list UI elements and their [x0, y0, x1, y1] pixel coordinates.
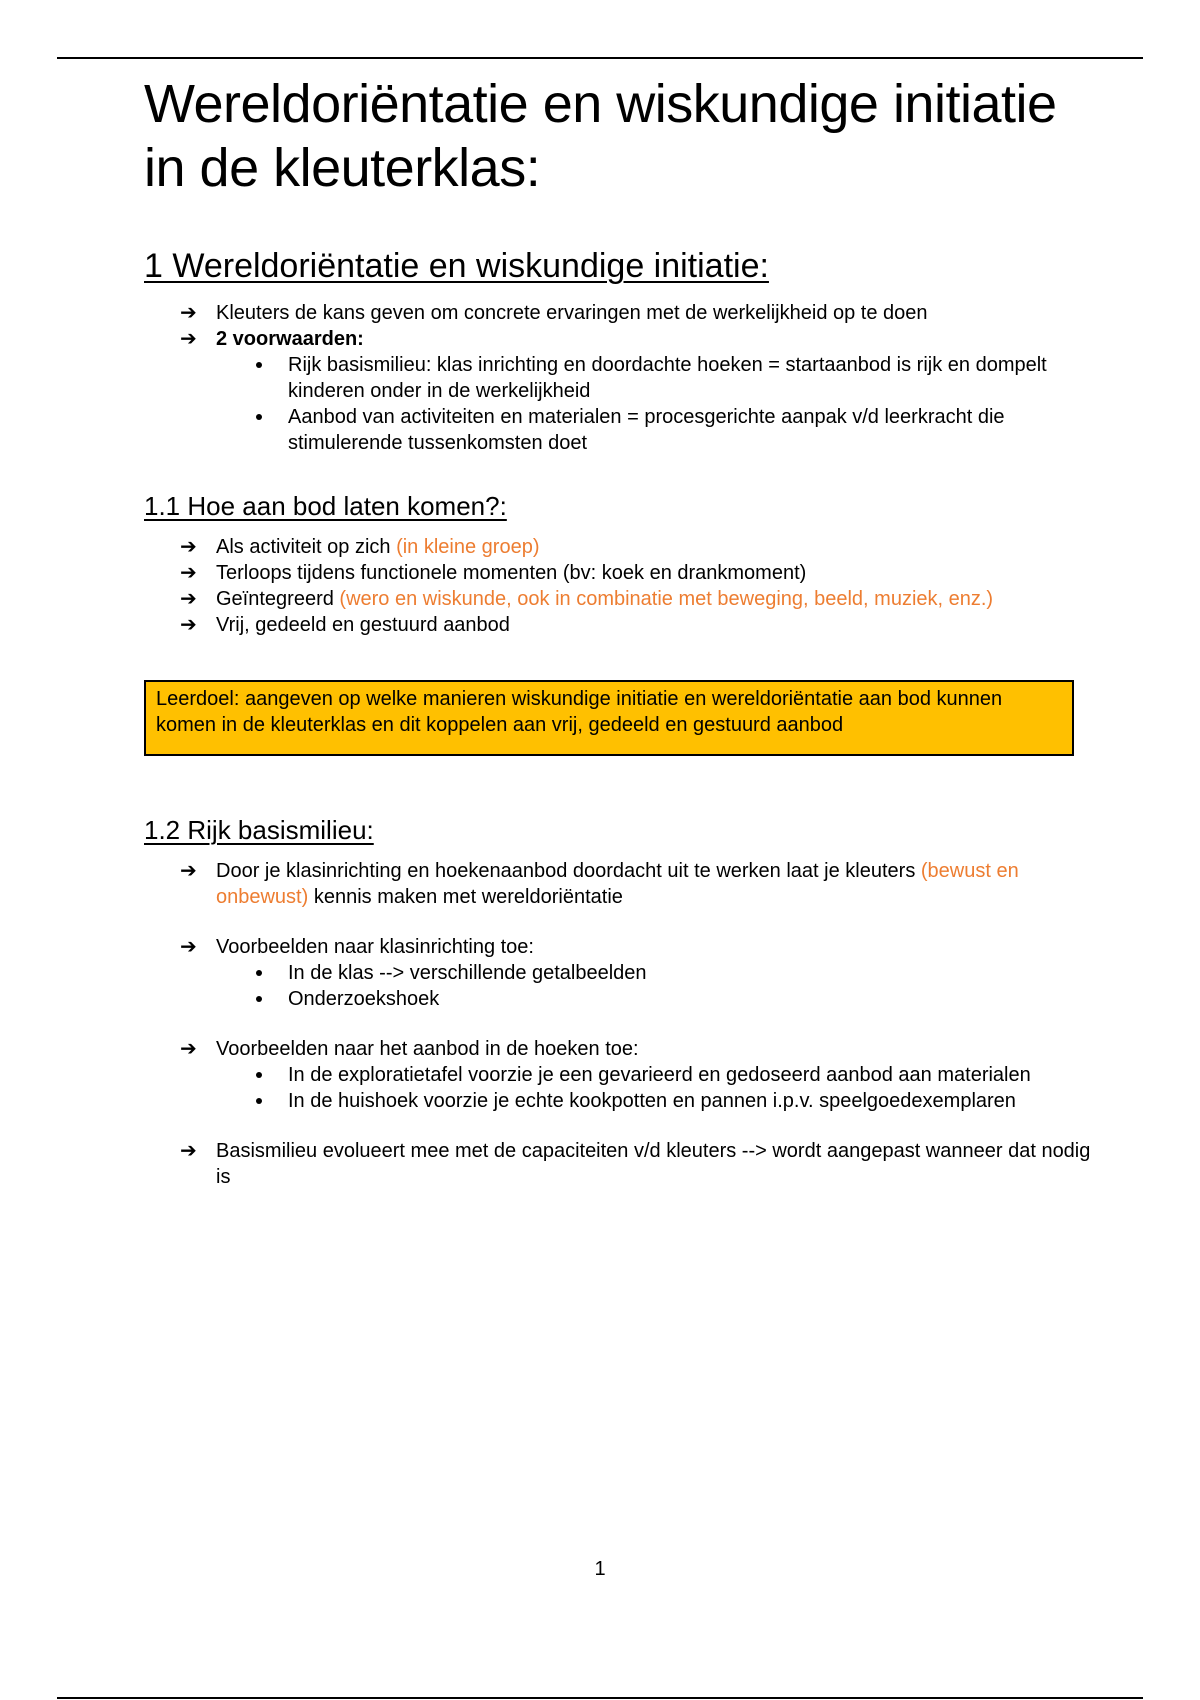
arrow-icon: ➔ [180, 588, 197, 610]
list-item-text: kennis maken met wereldoriëntatie [308, 886, 623, 908]
list-item [180, 560, 1104, 586]
arrow-icon: ➔ [180, 562, 197, 584]
section-1-heading: 1 Wereldoriëntatie en wiskundige initiatie: [144, 247, 769, 285]
list-item [180, 1036, 1104, 1114]
list-item-text: Onderzoekshoek [288, 988, 440, 1010]
list-item [180, 612, 1104, 638]
examples-list [216, 1062, 1104, 1114]
arrow-icon: ➔ [180, 536, 197, 558]
examples-list [216, 960, 1104, 1012]
list-item [180, 300, 1104, 326]
section-1-1-heading: 1.1 Hoe aan bod laten komen?: [144, 491, 507, 521]
page-title: Wereldoriëntatie en wiskundige initiatie in de kleuterklas: [144, 74, 1057, 198]
list-item [180, 1138, 1104, 1190]
arrow-icon: ➔ [180, 302, 197, 324]
top-rule [57, 57, 1143, 59]
arrow-icon: ➔ [180, 936, 197, 958]
bottom-rule [57, 1697, 1143, 1699]
list-item-text: Rijk basismilieu: klas inrichting en doordachte hoeken = startaanbod is rijk en dompelt kinderen onder in de werkelijkheid [288, 354, 1047, 402]
list-item-text: Als activiteit op zich [216, 536, 397, 558]
list-item-text: Aanbod van activiteiten en materialen = procesgerichte aanpak v/d leerkracht die stimulerende tussenkomsten doet [288, 406, 1005, 454]
bullet-icon [256, 1072, 262, 1078]
page-number: 1 [594, 1558, 606, 1580]
section-1-2-list [144, 858, 1104, 1190]
section-1-list [144, 300, 1104, 456]
bullet-icon [256, 414, 262, 420]
bullet-icon [256, 362, 262, 368]
list-item-note: (in kleine groep) [396, 536, 540, 558]
list-item-text: Geïntegreerd [216, 588, 340, 610]
arrow-icon: ➔ [180, 1038, 197, 1060]
list-item [252, 1062, 1104, 1088]
section-1-1-list [144, 534, 1104, 638]
list-item-text: Vrij, gedeeld en gestuurd aanbod [216, 614, 510, 636]
list-item-text: Terloops tijdens functionele momenten (bv: koek en drankmoment) [216, 562, 807, 584]
list-item-text: Kleuters de kans geven om concrete ervaringen met de werkelijkheid op te doen [216, 302, 928, 324]
list-item [180, 326, 1104, 456]
list-item [180, 586, 1104, 612]
section-1-2-heading: 1.2 Rijk basismilieu: [144, 815, 374, 845]
learning-goal-box: Leerdoel: aangeven op welke manieren wiskundige initiatie en wereldoriëntatie aan bod kunnen komen in de kleuterklas en dit koppelen aan vrij, gedeeld en gestuurd aanbod [144, 680, 1074, 756]
list-item [252, 986, 1104, 1012]
bullet-icon [256, 970, 262, 976]
list-item [252, 960, 1104, 986]
list-item-text: Door je klasinrichting en hoekenaanbod doordacht uit te werken laat je kleuters [216, 860, 921, 882]
list-item-text: Voorbeelden naar het aanbod in de hoeken toe: [216, 1038, 639, 1060]
bullet-icon [256, 996, 262, 1002]
arrow-icon: ➔ [180, 614, 197, 636]
list-item [252, 404, 1104, 456]
list-item-text: In de klas --> verschillende getalbeelden [288, 962, 647, 984]
list-item [180, 858, 1104, 910]
arrow-icon: ➔ [180, 1140, 197, 1162]
list-item-text: In de exploratietafel voorzie je een gevarieerd en gedoseerd aanbod aan materialen [288, 1064, 1031, 1086]
list-item [252, 1088, 1104, 1114]
list-item-text: In de huishoek voorzie je echte kookpotten en pannen i.p.v. speelgoedexemplaren [288, 1090, 1016, 1112]
arrow-icon: ➔ [180, 328, 197, 350]
list-item [180, 534, 1104, 560]
list-item-text: Basismilieu evolueert mee met de capaciteiten v/d kleuters --> wordt aangepast wanneer dat nodig is [216, 1140, 1091, 1188]
page-content [144, 72, 1104, 1190]
list-item-text: Voorbeelden naar klasinrichting toe: [216, 936, 534, 958]
conditions-list [216, 352, 1104, 456]
bullet-icon [256, 1098, 262, 1104]
arrow-icon: ➔ [180, 860, 197, 882]
list-item [180, 934, 1104, 1012]
list-item-note: (bewust en onbewust) [216, 860, 1019, 908]
list-item-note: (wero en wiskunde, ook in combinatie met beweging, beeld, muziek, enz.) [339, 588, 994, 610]
list-item-text: 2 voorwaarden: [216, 328, 364, 350]
list-item [252, 352, 1104, 404]
